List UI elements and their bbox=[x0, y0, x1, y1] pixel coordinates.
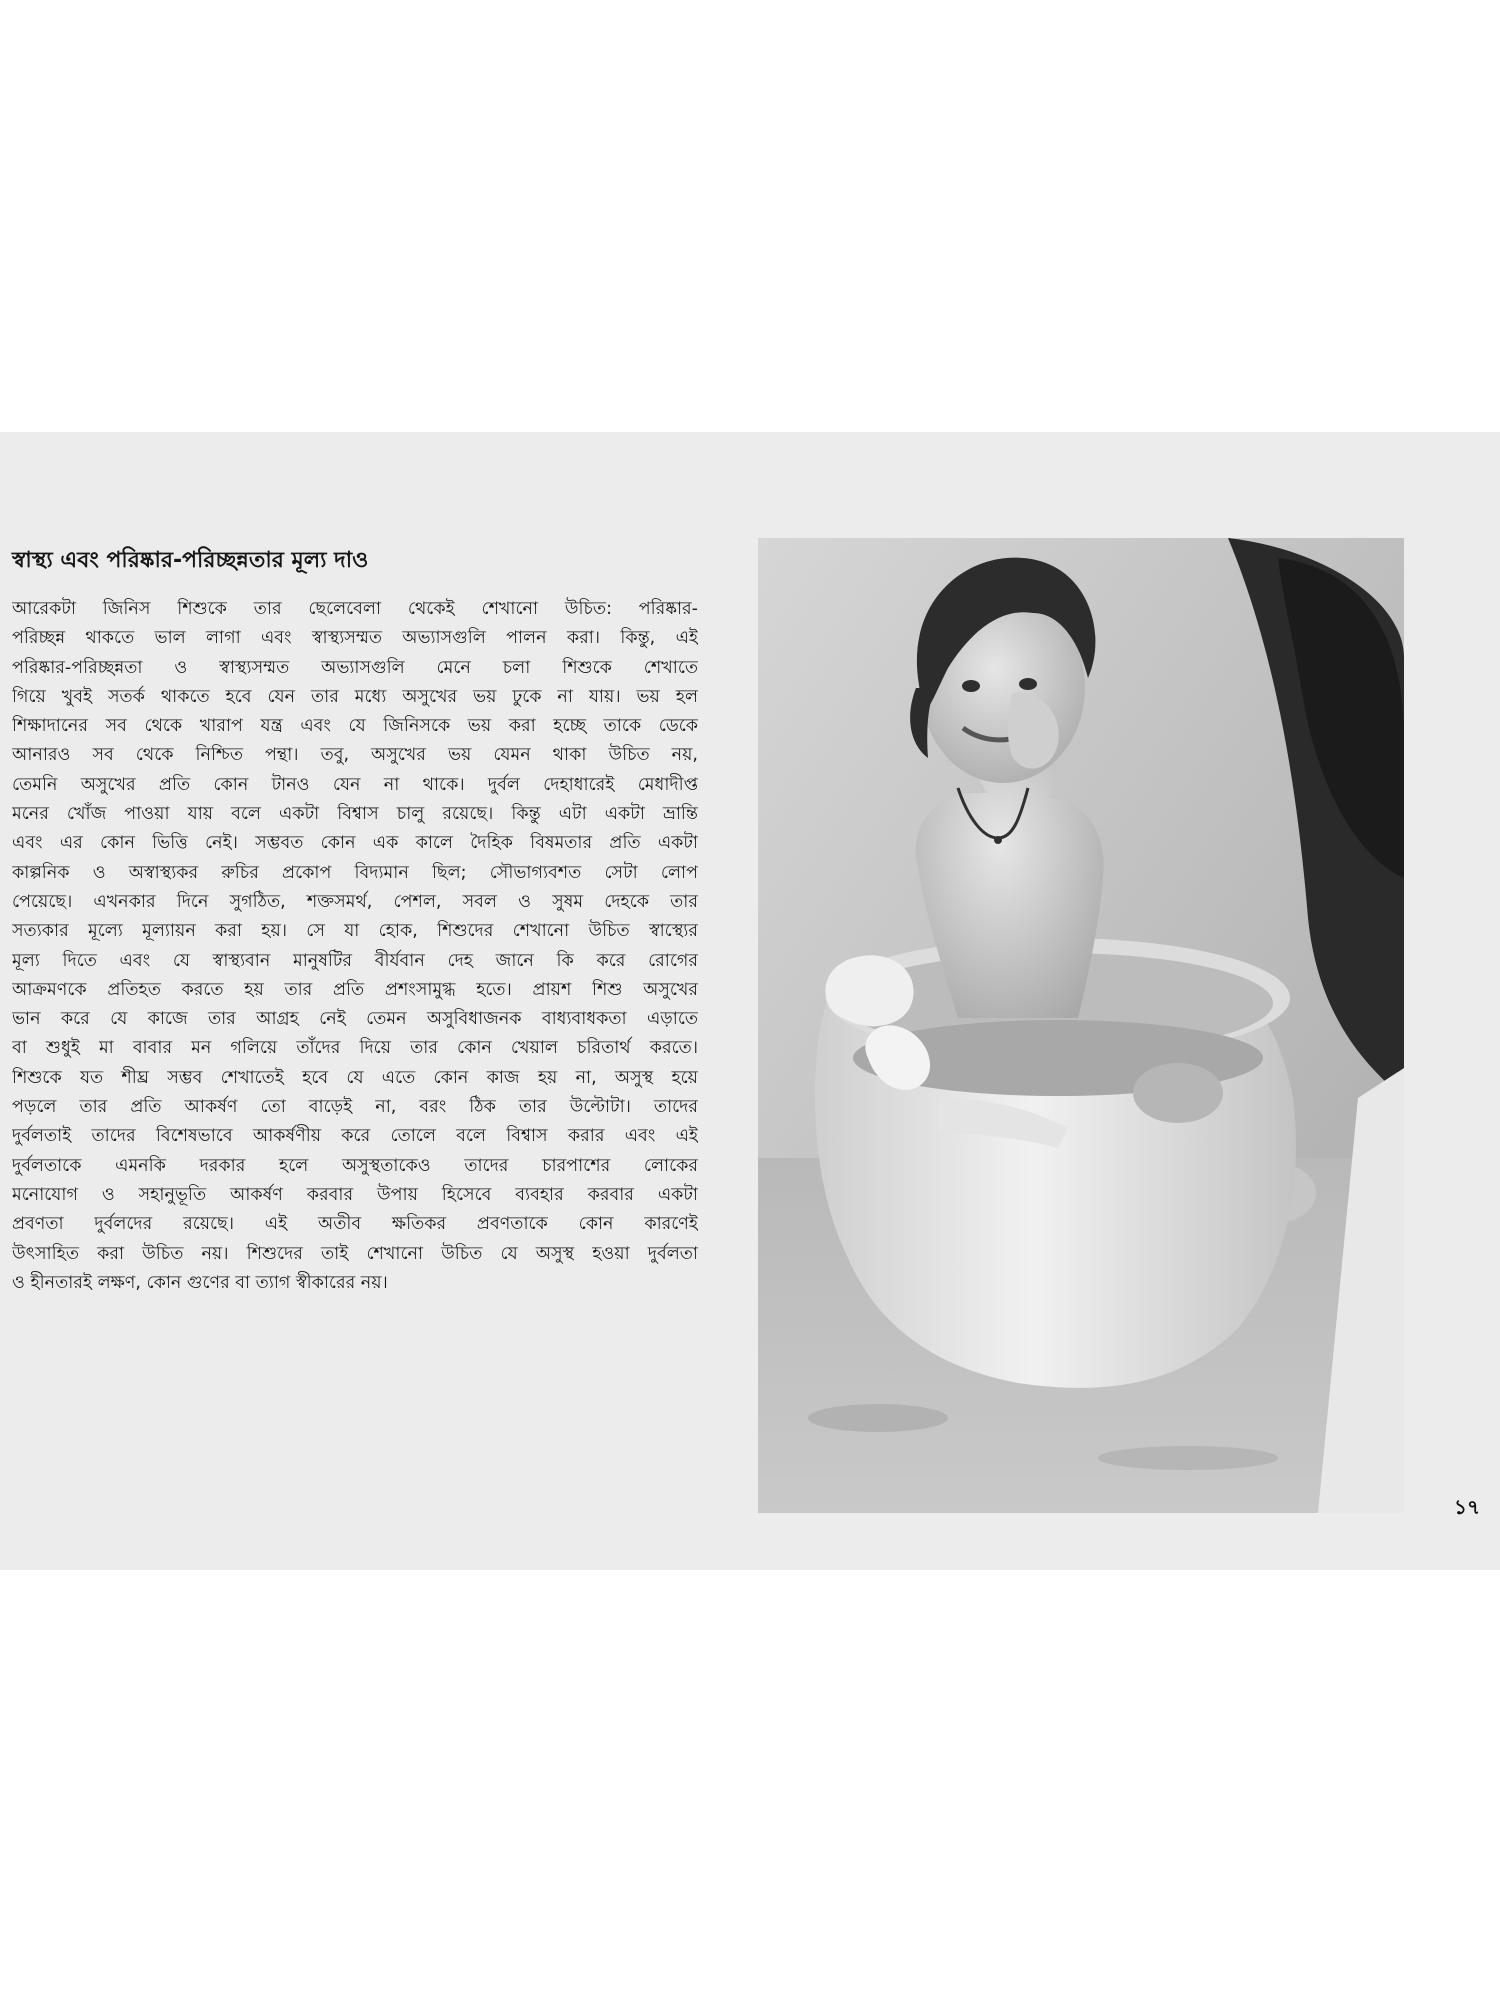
body-line: বা শুধুই মা বাবার মন গলিয়ে তাঁদের দিয়ে তার কোন খেয়াল চরিতার্থ করতে। bbox=[12, 1038, 698, 1059]
photo-illustration bbox=[758, 538, 1404, 1513]
page-number: ১৭ bbox=[1454, 1495, 1480, 1519]
child-bath-photo bbox=[758, 538, 1404, 1513]
body-line: প্রবণতা দুর্বলদের রয়েছে। এই অতীব ক্ষতিকর প্রবণতাকে কোন কারণেই bbox=[12, 1214, 698, 1235]
body-line: মূল্য দিতে এবং যে স্বাস্থ্যবান মানুষটির বীর্যবান দেহ জানে কি করে রোগের bbox=[12, 950, 698, 971]
body-line: পরিচ্ছন্ন থাকতে ভাল লাগা এবং স্বাস্থ্যসম্মত অভ্যাসগুলি পালন করা। কিন্তু, এই bbox=[12, 628, 698, 649]
body-line: মনোযোগ ও সহানুভূতি আকর্ষণ করবার উপায় হিসেবে ব্যবহার করবার একটা bbox=[12, 1184, 698, 1205]
body-line: দুর্বলতাকে এমনকি দরকার হলে অসুস্থতাকেও তাদের চারপাশের লোকের bbox=[12, 1155, 698, 1176]
article-heading: স্বাস্থ্য এবং পরিষ্কার-পরিচ্ছন্নতার মূল্য দাও bbox=[12, 548, 369, 573]
body-line: আক্রমণকে প্রতিহত করতে হয় তার প্রতি প্রশংসামুগ্ধ হতে। প্রায়শ শিশু অসুখের bbox=[12, 979, 698, 1000]
body-line: উৎসাহিত করা উচিত নয়। শিশুদের তাই শেখানো উচিত যে অসুস্থ হওয়া দুর্বলতা bbox=[12, 1243, 698, 1264]
body-line: আনারও সব থেকে নিশ্চিত পন্থা। তবু, অসুখের ভয় যেমন থাকা উচিত নয়, bbox=[12, 745, 698, 766]
body-line: পেয়েছে। এখনকার দিনে সুগঠিত, শক্তসমর্থ, পেশল, সবল ও সুষম দেহকে তার bbox=[12, 891, 698, 912]
body-line: এবং এর কোন ভিত্তি নেই। সম্ভবত কোন এক কালে দৈহিক বিষমতার প্রতি একটা bbox=[12, 833, 698, 854]
body-line: শিক্ষাদানের সব থেকে খারাপ যন্ত্র এবং যে জিনিসকে ভয় করা হচ্ছে তাকে ডেকে bbox=[12, 716, 698, 737]
body-line: দুর্বলতাই তাদের বিশেষভাবে আকর্ষণীয় করে তোলে বলে বিশ্বাস করার এবং এই bbox=[12, 1126, 698, 1147]
body-line: সত্যকার মূল্যে মূল্যায়ন করা হয়। সে যা হোক, শিশুদের শেখানো উচিত স্বাস্থ্যের bbox=[12, 921, 698, 942]
body-line: শিশুকে যত শীঘ্র সম্ভব শেখাতেই হবে যে এতে কোন কাজ হয় না, অসুস্থ হয়ে bbox=[12, 1067, 698, 1088]
body-line: আরেকটা জিনিস শিশুকে তার ছেলেবেলা থেকেই শেখানো উচিত: পরিষ্কার- bbox=[12, 599, 698, 619]
body-line: পড়লে তার প্রতি আকর্ষণ তো বাড়েই না, বরং ঠিক তার উল্টোটা। তাদের bbox=[12, 1097, 698, 1118]
body-line: কাল্পনিক ও অস্বাস্থ্যকর রুচির প্রকোপ বিদ্যমান ছিল; সৌভাগ্যবশত সেটা লোপ bbox=[12, 862, 698, 883]
body-line: ভান করে যে কাজে তার আগ্রহ নেই তেমন অসুবিধাজনক বাধ্যবাধকতা এড়াতে bbox=[12, 1009, 698, 1030]
body-line: তেমনি অসুখের প্রতি কোন টানও যেন না থাকে। দুর্বল দেহাধারেই মেধাদীপ্ত bbox=[12, 774, 698, 795]
body-line: পরিষ্কার-পরিচ্ছন্নতা ও স্বাস্থ্যসম্মত অভ্যাসগুলি মেনে চলা শিশুকে শেখাতে bbox=[12, 657, 698, 678]
article-body bbox=[12, 595, 698, 1298]
body-line: গিয়ে খুবই সতর্ক থাকতে হবে যেন তার মধ্যে অসুখের ভয় ঢুকে না যায়। ভয় হল bbox=[12, 686, 698, 707]
body-line: মনের খোঁজ পাওয়া যায় বলে একটা বিশ্বাস চালু রয়েছে। কিন্তু এটা একটা ভ্রান্তি bbox=[12, 804, 698, 825]
body-line: ও হীনতারই লক্ষণ, কোন গুণের বা ত্যাগ স্বীকারের নয়। bbox=[12, 1272, 388, 1293]
